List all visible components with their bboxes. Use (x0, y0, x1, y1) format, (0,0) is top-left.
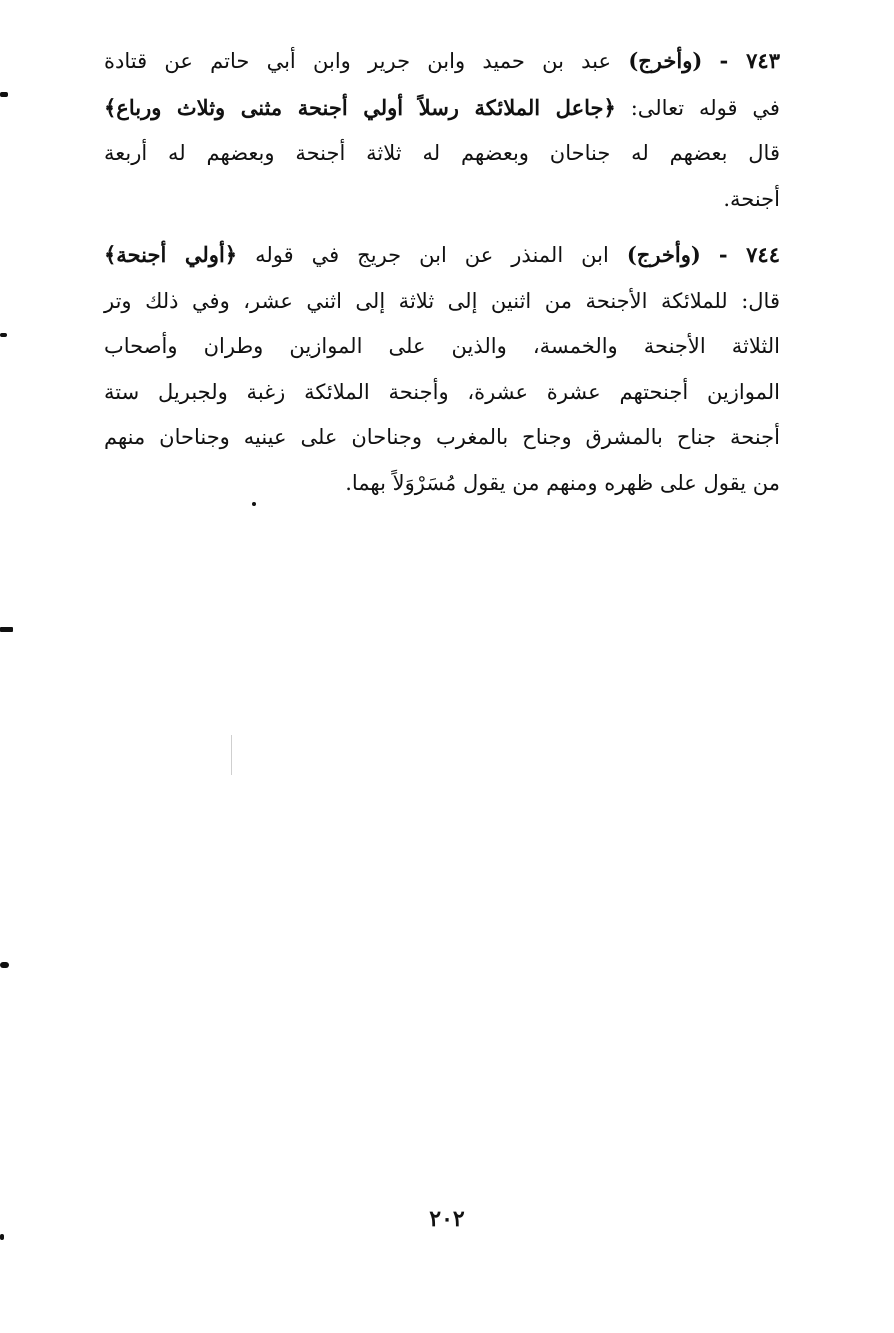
page-number: ٢٠٢ (429, 1206, 465, 1232)
entry-text: قال: للملائكة الأجنحة من اثنين إلى ثلاثة إلى اثني عشر، وفي ذلك وتر (104, 288, 780, 313)
entry-line (104, 85, 780, 132)
entry-text: عبد بن حميد وابن جرير وابن أبي حاتم عن قتادة (104, 49, 612, 73)
entry-text: قال بعضهم له جناحان وبعضهم له ثلاثة أجنحة وبعضهم له أربعة (104, 141, 780, 165)
entry-text: ابن المنذر عن ابن جريج في قوله (255, 243, 609, 267)
entry-source-marker: (وأخرج) (628, 48, 703, 73)
entry-line (104, 370, 780, 416)
scan-mark (0, 627, 13, 632)
quran-quote: ﴿جاعل الملائكة رسلاً أولي أجنحة مثنى وثلاث ورباع﴾ (104, 94, 616, 120)
scan-speck (252, 502, 256, 506)
entry-text: أجنحة. (723, 186, 780, 211)
entry-text: أجنحة جناح بالمشرق وجناح بالمغرب وجناحان على عينيه وجناحان منهم (104, 425, 780, 449)
entry-line (104, 279, 780, 325)
entry-number: ٧٤٣ - (719, 48, 780, 73)
entry-text: في قوله تعالى: (630, 95, 780, 120)
scan-mark (0, 333, 7, 337)
entry-line (104, 415, 780, 461)
entry-source-marker: (وأخرج) (626, 242, 701, 267)
entry-number: ٧٤٤ - (718, 242, 780, 267)
scan-mark (0, 962, 9, 968)
quran-quote: ﴿أولي أجنحة﴾ (104, 242, 238, 267)
entry-744 (104, 232, 780, 506)
entry-text: من يقول على ظهره ومنهم من يقول مُسَرْوَلاً بهما. (345, 470, 780, 495)
entry-line (104, 131, 780, 177)
scan-line (231, 735, 232, 775)
entry-line (104, 177, 780, 223)
entry-line (104, 38, 780, 85)
scan-mark (0, 1234, 4, 1240)
entry-line (104, 461, 780, 507)
entry-line (104, 232, 780, 279)
entry-text: الثلاثة الأجنحة والخمسة، والذين على الموازين وطران وأصحاب (104, 334, 780, 358)
entry-text: الموازين أجنحتهم عشرة عشرة، وأجنحة الملائكة زغبة ولجبريل ستة (104, 379, 780, 404)
entry-743 (104, 38, 780, 222)
entry-line (104, 324, 780, 370)
scan-mark (0, 92, 8, 97)
